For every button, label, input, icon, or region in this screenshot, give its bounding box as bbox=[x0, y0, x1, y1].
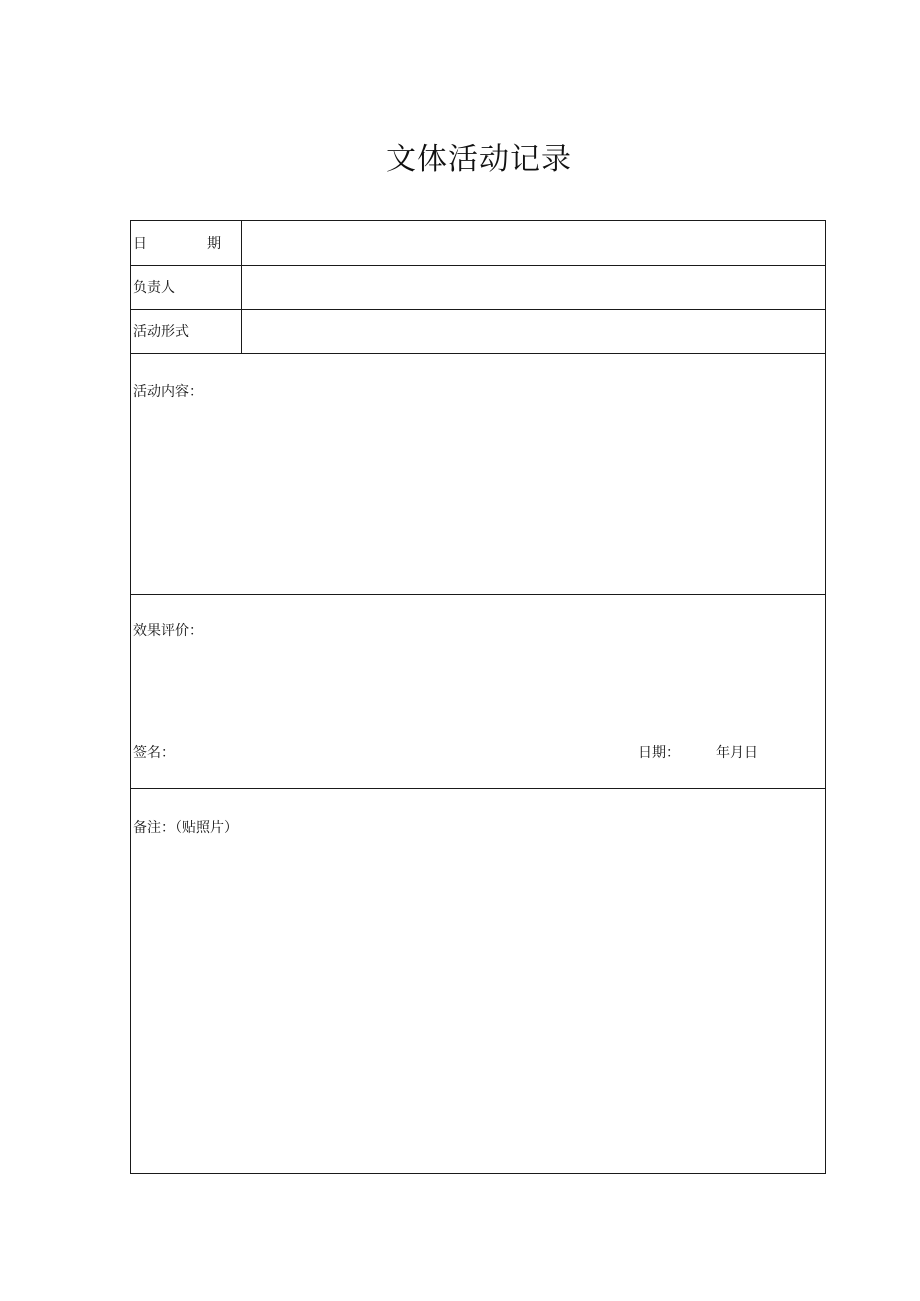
row-divider bbox=[131, 353, 825, 354]
row-divider bbox=[131, 594, 825, 595]
activity-content-label: 活动内容： bbox=[133, 384, 203, 400]
evaluation-label: 效果评价： bbox=[133, 623, 203, 639]
page-title: 文体活动记录 bbox=[386, 142, 572, 177]
evaluation-field[interactable] bbox=[243, 645, 823, 735]
signature-label: 签名： bbox=[133, 745, 175, 761]
sign-date-label: 日期： bbox=[638, 745, 680, 761]
activity-form-field[interactable] bbox=[243, 311, 823, 351]
photo-area[interactable] bbox=[243, 843, 823, 1163]
column-divider bbox=[241, 221, 242, 353]
person-label: 负责人 bbox=[133, 280, 175, 296]
row-divider bbox=[131, 265, 825, 266]
row-divider bbox=[131, 309, 825, 310]
date-field[interactable] bbox=[243, 223, 823, 263]
remarks-label: 备注：（贴照片） bbox=[133, 820, 238, 836]
row-divider bbox=[131, 788, 825, 789]
sign-date-units: 年月日 bbox=[716, 745, 758, 761]
date-label bbox=[133, 235, 221, 253]
record-form bbox=[130, 220, 826, 1174]
date-label-char: 日 bbox=[133, 236, 147, 252]
activity-form-label: 活动形式 bbox=[133, 324, 189, 340]
activity-content-field[interactable] bbox=[243, 407, 823, 587]
date-label-char: 期 bbox=[207, 236, 221, 252]
person-field[interactable] bbox=[243, 267, 823, 307]
